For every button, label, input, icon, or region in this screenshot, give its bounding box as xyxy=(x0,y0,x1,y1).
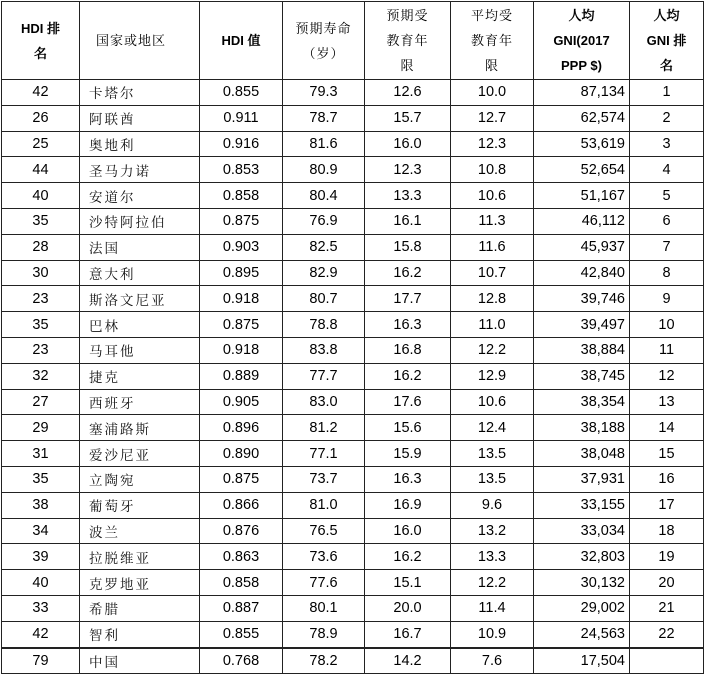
gni-rank-cell: 22 xyxy=(630,621,704,647)
gni-rank-cell: 11 xyxy=(630,337,704,363)
expected-schooling-cell: 16.2 xyxy=(365,260,451,286)
header-gni-per-capita-line-3: PPP $) xyxy=(561,58,602,73)
header-gni-rank-line-3: 名 xyxy=(659,58,673,73)
country-cell: 希腊 xyxy=(80,595,200,621)
country-cell: 奥地利 xyxy=(80,131,200,157)
life-expectancy-cell: 80.9 xyxy=(283,157,365,183)
table-row xyxy=(2,131,704,157)
table-row xyxy=(2,208,704,234)
table-row xyxy=(2,441,704,467)
mean-schooling-cell: 11.4 xyxy=(451,595,534,621)
hdi-value-cell: 0.916 xyxy=(200,131,283,157)
life-expectancy-cell: 76.5 xyxy=(283,518,365,544)
gni-per-capita-cell: 45,937 xyxy=(534,234,630,260)
mean-schooling-cell: 10.7 xyxy=(451,260,534,286)
header-gni-rank-line-2: GNI 排 xyxy=(646,33,687,48)
gni-per-capita-cell: 87,134 xyxy=(534,80,630,106)
mean-schooling-cell: 11.6 xyxy=(451,234,534,260)
gni-rank-cell: 17 xyxy=(630,492,704,518)
hdi-rank-cell: 79 xyxy=(2,648,80,674)
gni-per-capita-cell: 30,132 xyxy=(534,570,630,596)
country-cell: 马耳他 xyxy=(80,337,200,363)
hdi-rank-cell: 28 xyxy=(2,234,80,260)
life-expectancy-cell: 78.7 xyxy=(283,105,365,131)
life-expectancy-cell: 81.2 xyxy=(283,415,365,441)
table-row xyxy=(2,518,704,544)
mean-schooling-cell: 12.7 xyxy=(451,105,534,131)
header-row xyxy=(2,2,704,80)
hdi-rank-cell: 26 xyxy=(2,105,80,131)
hdi-rank-cell: 29 xyxy=(2,415,80,441)
table-row xyxy=(2,234,704,260)
expected-schooling-cell: 16.8 xyxy=(365,337,451,363)
country-cell: 西班牙 xyxy=(80,389,200,415)
gni-rank-cell: 21 xyxy=(630,595,704,621)
table-row xyxy=(2,466,704,492)
mean-schooling-cell: 12.3 xyxy=(451,131,534,157)
life-expectancy-cell: 82.9 xyxy=(283,260,365,286)
hdi-value-cell: 0.858 xyxy=(200,570,283,596)
country-cell: 卡塔尔 xyxy=(80,80,200,106)
hdi-rank-cell: 23 xyxy=(2,286,80,312)
table-header xyxy=(2,2,704,80)
hdi-rank-cell: 32 xyxy=(2,363,80,389)
mean-schooling-cell: 13.3 xyxy=(451,544,534,570)
country-cell: 爱沙尼亚 xyxy=(80,441,200,467)
gni-rank-cell: 7 xyxy=(630,234,704,260)
hdi-value-cell: 0.911 xyxy=(200,105,283,131)
table-row xyxy=(2,337,704,363)
expected-schooling-cell: 13.3 xyxy=(365,183,451,209)
gni-per-capita-cell: 33,155 xyxy=(534,492,630,518)
life-expectancy-cell: 81.0 xyxy=(283,492,365,518)
hdi-value-cell: 0.875 xyxy=(200,312,283,338)
expected-schooling-cell: 16.9 xyxy=(365,492,451,518)
hdi-rank-cell: 30 xyxy=(2,260,80,286)
gni-per-capita-cell: 39,497 xyxy=(534,312,630,338)
gni-rank-cell: 6 xyxy=(630,208,704,234)
expected-schooling-cell: 16.0 xyxy=(365,518,451,544)
mean-schooling-cell: 12.9 xyxy=(451,363,534,389)
life-expectancy-cell: 80.1 xyxy=(283,595,365,621)
country-cell: 斯洛文尼亚 xyxy=(80,286,200,312)
gni-rank-cell: 3 xyxy=(630,131,704,157)
expected-schooling-cell: 16.3 xyxy=(365,466,451,492)
expected-schooling-cell: 12.6 xyxy=(365,80,451,106)
gni-rank-cell: 13 xyxy=(630,389,704,415)
gni-per-capita-cell: 38,884 xyxy=(534,337,630,363)
mean-schooling-cell: 10.8 xyxy=(451,157,534,183)
mean-schooling-cell: 10.0 xyxy=(451,80,534,106)
mean-schooling-cell: 13.5 xyxy=(451,441,534,467)
expected-schooling-cell: 15.8 xyxy=(365,234,451,260)
gni-per-capita-cell: 53,619 xyxy=(534,131,630,157)
expected-schooling-cell: 16.2 xyxy=(365,363,451,389)
mean-schooling-cell: 12.2 xyxy=(451,570,534,596)
mean-schooling-cell: 12.4 xyxy=(451,415,534,441)
life-expectancy-cell: 77.6 xyxy=(283,570,365,596)
hdi-value-cell: 0.918 xyxy=(200,286,283,312)
header-mean-schooling-line-1: 平均受 xyxy=(470,8,513,23)
hdi-value-cell: 0.887 xyxy=(200,595,283,621)
gni-per-capita-cell: 38,188 xyxy=(534,415,630,441)
life-expectancy-cell: 77.1 xyxy=(283,441,365,467)
country-cell: 意大利 xyxy=(80,260,200,286)
gni-per-capita-cell: 24,563 xyxy=(534,621,630,647)
life-expectancy-cell: 76.9 xyxy=(283,208,365,234)
expected-schooling-cell: 20.0 xyxy=(365,595,451,621)
hdi-value-cell: 0.875 xyxy=(200,466,283,492)
country-cell: 葡萄牙 xyxy=(80,492,200,518)
gni-per-capita-cell: 62,574 xyxy=(534,105,630,131)
gni-per-capita-cell: 38,354 xyxy=(534,389,630,415)
country-cell: 圣马力诺 xyxy=(80,157,200,183)
hdi-value-cell: 0.768 xyxy=(200,648,283,674)
header-life-expectancy xyxy=(283,2,365,80)
expected-schooling-cell: 16.7 xyxy=(365,621,451,647)
hdi-value-cell: 0.896 xyxy=(200,415,283,441)
header-gni-per-capita-line-2: GNI(2017 xyxy=(553,33,610,48)
life-expectancy-cell: 78.9 xyxy=(283,621,365,647)
table-row xyxy=(2,570,704,596)
table-row xyxy=(2,157,704,183)
table-row-china xyxy=(2,648,704,674)
life-expectancy-cell: 73.6 xyxy=(283,544,365,570)
hdi-rank-cell: 25 xyxy=(2,131,80,157)
gni-per-capita-cell: 37,931 xyxy=(534,466,630,492)
mean-schooling-cell: 10.6 xyxy=(451,389,534,415)
gni-per-capita-cell: 33,034 xyxy=(534,518,630,544)
country-cell: 中国 xyxy=(80,648,200,674)
life-expectancy-cell: 83.8 xyxy=(283,337,365,363)
mean-schooling-cell: 7.6 xyxy=(451,648,534,674)
gni-rank-cell: 4 xyxy=(630,157,704,183)
header-mean-schooling-line-2: 教育年 xyxy=(470,33,513,48)
hdi-value-cell: 0.875 xyxy=(200,208,283,234)
gni-per-capita-cell: 32,803 xyxy=(534,544,630,570)
hdi-rank-cell: 35 xyxy=(2,466,80,492)
mean-schooling-cell: 9.6 xyxy=(451,492,534,518)
header-expected-schooling xyxy=(365,2,451,80)
mean-schooling-cell: 10.9 xyxy=(451,621,534,647)
gni-per-capita-cell: 17,504 xyxy=(534,648,630,674)
life-expectancy-cell: 82.5 xyxy=(283,234,365,260)
header-expected-schooling-line-1: 预期受 xyxy=(386,8,429,23)
hdi-rank-cell: 39 xyxy=(2,544,80,570)
gni-rank-cell: 20 xyxy=(630,570,704,596)
header-mean-schooling-line-3: 限 xyxy=(484,58,499,73)
expected-schooling-cell: 16.2 xyxy=(365,544,451,570)
expected-schooling-cell: 17.7 xyxy=(365,286,451,312)
mean-schooling-cell: 12.2 xyxy=(451,337,534,363)
table-row xyxy=(2,595,704,621)
table-row xyxy=(2,544,704,570)
country-cell: 智利 xyxy=(80,621,200,647)
mean-schooling-cell: 12.8 xyxy=(451,286,534,312)
country-cell: 安道尔 xyxy=(80,183,200,209)
gni-per-capita-cell: 39,746 xyxy=(534,286,630,312)
gni-rank-cell: 10 xyxy=(630,312,704,338)
hdi-rank-cell: 38 xyxy=(2,492,80,518)
header-hdi-rank-line-2: 名 xyxy=(33,45,47,61)
gni-per-capita-cell: 38,048 xyxy=(534,441,630,467)
table-row xyxy=(2,286,704,312)
table-row xyxy=(2,80,704,106)
hdi-value-cell: 0.890 xyxy=(200,441,283,467)
gni-rank-cell: 19 xyxy=(630,544,704,570)
expected-schooling-cell: 16.0 xyxy=(365,131,451,157)
hdi-rank-cell: 34 xyxy=(2,518,80,544)
hdi-value-cell: 0.918 xyxy=(200,337,283,363)
hdi-rank-cell: 27 xyxy=(2,389,80,415)
hdi-value-cell: 0.895 xyxy=(200,260,283,286)
header-life-expectancy-line-1: 预期寿命 xyxy=(295,20,352,36)
gni-rank-cell: 18 xyxy=(630,518,704,544)
life-expectancy-cell: 78.8 xyxy=(283,312,365,338)
country-cell: 立陶宛 xyxy=(80,466,200,492)
life-expectancy-cell: 80.7 xyxy=(283,286,365,312)
header-expected-schooling-line-3: 限 xyxy=(400,58,415,73)
mean-schooling-cell: 11.3 xyxy=(451,208,534,234)
gni-rank-cell xyxy=(630,648,704,674)
hdi-value-cell: 0.853 xyxy=(200,157,283,183)
country-cell: 巴林 xyxy=(80,312,200,338)
gni-per-capita-cell: 46,112 xyxy=(534,208,630,234)
life-expectancy-cell: 80.4 xyxy=(283,183,365,209)
hdi-rank-cell: 44 xyxy=(2,157,80,183)
hdi-rank-cell: 35 xyxy=(2,312,80,338)
table-row xyxy=(2,492,704,518)
table-body xyxy=(2,80,704,674)
hdi-value-cell: 0.866 xyxy=(200,492,283,518)
gni-rank-cell: 5 xyxy=(630,183,704,209)
header-hdi-rank xyxy=(2,2,80,80)
mean-schooling-cell: 10.6 xyxy=(451,183,534,209)
life-expectancy-cell: 81.6 xyxy=(283,131,365,157)
hdi-value-cell: 0.863 xyxy=(200,544,283,570)
expected-schooling-cell: 16.3 xyxy=(365,312,451,338)
gni-rank-cell: 15 xyxy=(630,441,704,467)
life-expectancy-cell: 79.3 xyxy=(283,80,365,106)
hdi-value-cell: 0.905 xyxy=(200,389,283,415)
life-expectancy-cell: 83.0 xyxy=(283,389,365,415)
hdi-value-cell: 0.889 xyxy=(200,363,283,389)
country-cell: 克罗地亚 xyxy=(80,570,200,596)
hdi-value-cell: 0.858 xyxy=(200,183,283,209)
expected-schooling-cell: 14.2 xyxy=(365,648,451,674)
country-cell: 波兰 xyxy=(80,518,200,544)
hdi-rank-cell: 23 xyxy=(2,337,80,363)
gni-rank-cell: 14 xyxy=(630,415,704,441)
gni-rank-cell: 12 xyxy=(630,363,704,389)
gni-rank-cell: 8 xyxy=(630,260,704,286)
header-hdi-value xyxy=(200,2,283,80)
expected-schooling-cell: 15.6 xyxy=(365,415,451,441)
hdi-gni-table xyxy=(1,1,704,674)
header-hdi-rank-line-1: HDI 排 xyxy=(20,20,60,36)
table-row xyxy=(2,415,704,441)
gni-rank-cell: 9 xyxy=(630,286,704,312)
expected-schooling-cell: 16.1 xyxy=(365,208,451,234)
hdi-rank-cell: 42 xyxy=(2,80,80,106)
country-cell: 法国 xyxy=(80,234,200,260)
table-row xyxy=(2,260,704,286)
hdi-rank-cell: 40 xyxy=(2,570,80,596)
gni-per-capita-cell: 51,167 xyxy=(534,183,630,209)
table-row xyxy=(2,183,704,209)
header-gni-per-capita xyxy=(534,2,630,80)
expected-schooling-cell: 15.9 xyxy=(365,441,451,467)
hdi-value-cell: 0.855 xyxy=(200,621,283,647)
gni-rank-cell: 16 xyxy=(630,466,704,492)
header-gni-rank xyxy=(630,2,704,80)
gni-per-capita-cell: 38,745 xyxy=(534,363,630,389)
table-row xyxy=(2,363,704,389)
mean-schooling-cell: 11.0 xyxy=(451,312,534,338)
country-cell: 阿联酋 xyxy=(80,105,200,131)
hdi-value-cell: 0.903 xyxy=(200,234,283,260)
hdi-rank-cell: 40 xyxy=(2,183,80,209)
header-gni-per-capita-line-1: 人均 xyxy=(568,8,595,23)
hdi-rank-cell: 33 xyxy=(2,595,80,621)
hdi-gni-table-sheet xyxy=(1,1,703,670)
header-expected-schooling-line-2: 教育年 xyxy=(386,33,429,48)
table-row xyxy=(2,312,704,338)
header-life-expectancy-line-2: （岁） xyxy=(302,45,345,61)
country-cell: 拉脱维亚 xyxy=(80,544,200,570)
expected-schooling-cell: 17.6 xyxy=(365,389,451,415)
hdi-rank-cell: 35 xyxy=(2,208,80,234)
country-cell: 塞浦路斯 xyxy=(80,415,200,441)
country-cell: 捷克 xyxy=(80,363,200,389)
gni-per-capita-cell: 29,002 xyxy=(534,595,630,621)
table-row xyxy=(2,105,704,131)
expected-schooling-cell: 15.7 xyxy=(365,105,451,131)
hdi-rank-cell: 42 xyxy=(2,621,80,647)
life-expectancy-cell: 77.7 xyxy=(283,363,365,389)
life-expectancy-cell: 73.7 xyxy=(283,466,365,492)
header-country: 国家或地区 xyxy=(80,2,200,80)
gni-per-capita-cell: 52,654 xyxy=(534,157,630,183)
gni-per-capita-cell: 42,840 xyxy=(534,260,630,286)
hdi-rank-cell: 31 xyxy=(2,441,80,467)
header-mean-schooling xyxy=(451,2,534,80)
hdi-value-cell: 0.855 xyxy=(200,80,283,106)
table-row xyxy=(2,389,704,415)
table-row xyxy=(2,621,704,647)
gni-rank-cell: 2 xyxy=(630,105,704,131)
country-cell: 沙特阿拉伯 xyxy=(80,208,200,234)
mean-schooling-cell: 13.5 xyxy=(451,466,534,492)
expected-schooling-cell: 15.1 xyxy=(365,570,451,596)
expected-schooling-cell: 12.3 xyxy=(365,157,451,183)
header-gni-rank-line-1: 人均 xyxy=(653,8,680,23)
mean-schooling-cell: 13.2 xyxy=(451,518,534,544)
header-hdi-value-text: HDI 值 xyxy=(221,33,261,48)
hdi-value-cell: 0.876 xyxy=(200,518,283,544)
life-expectancy-cell: 78.2 xyxy=(283,648,365,674)
gni-rank-cell: 1 xyxy=(630,80,704,106)
